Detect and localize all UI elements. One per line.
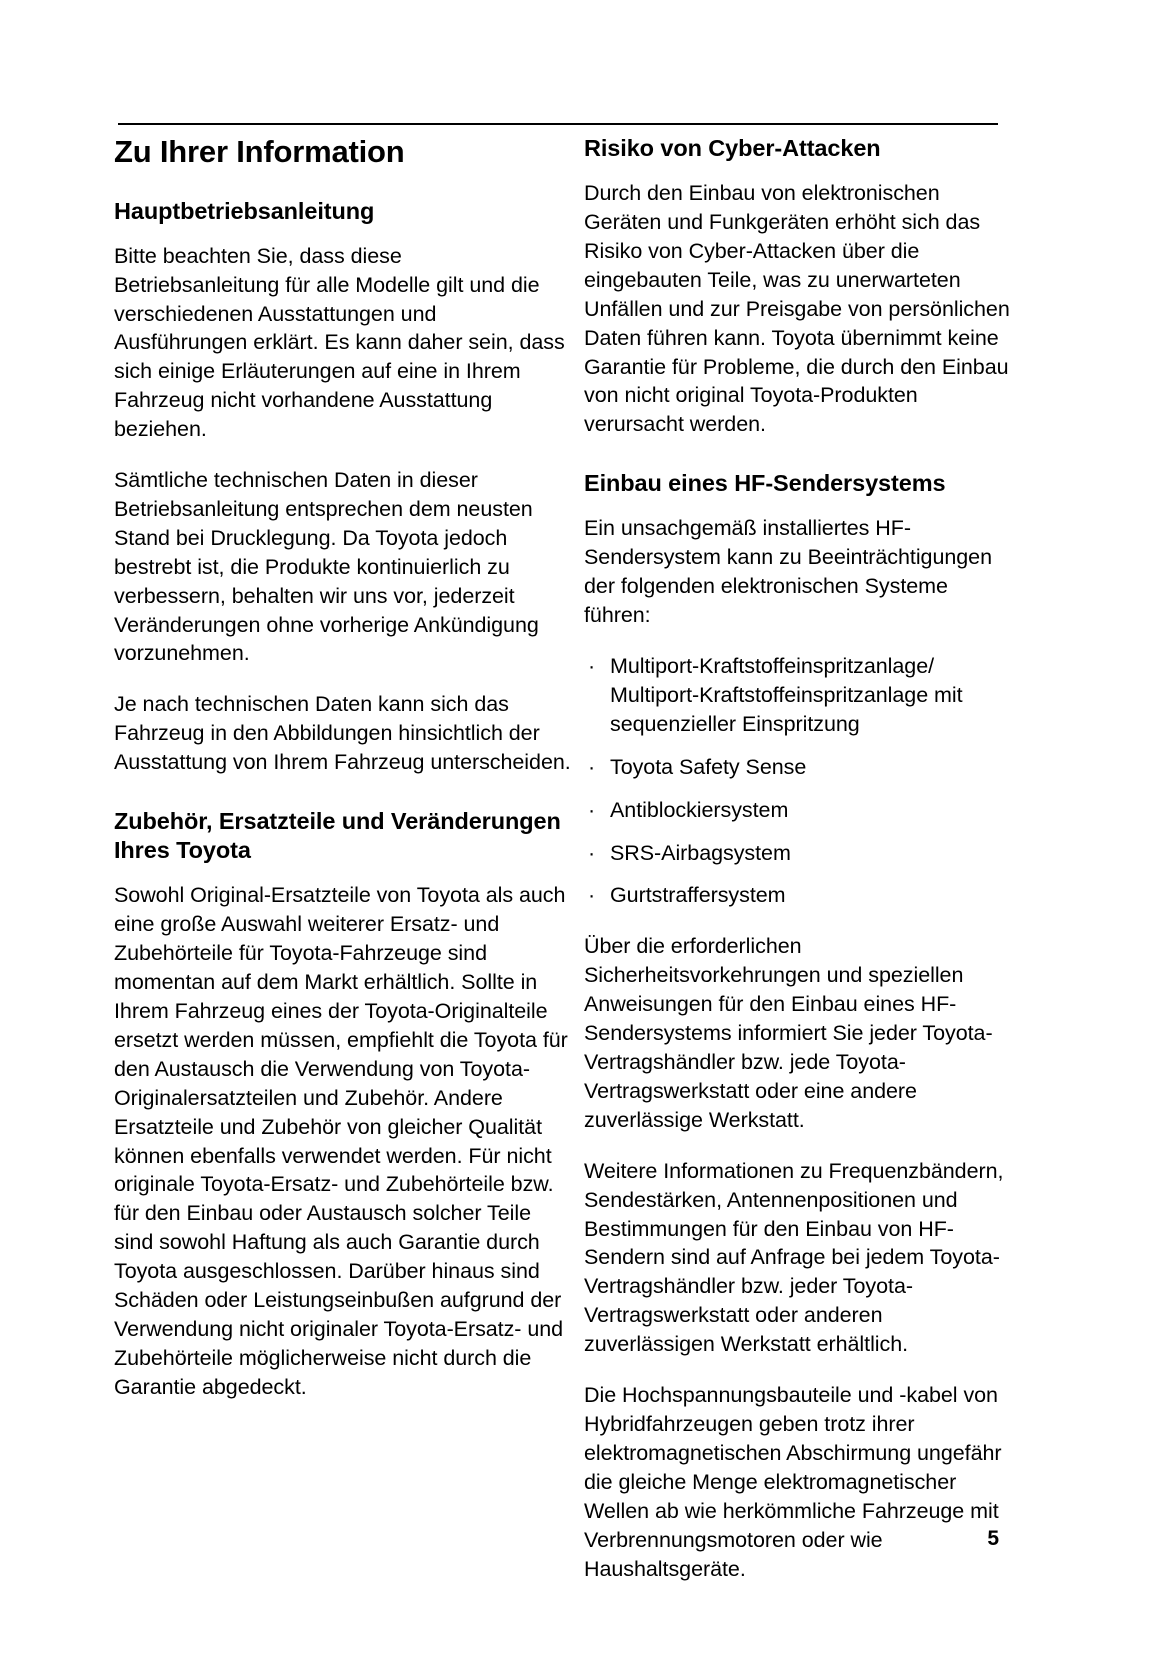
paragraph-zubehoer-1: Sowohl Original-Ersatzteile von Toyota als auch eine große Auswahl weiterer Ersatz- und Zubehörteile für Toyota-Fahrzeuge sind momentan auf dem Markt erhältlich. Sollte in Ihrem Fahrzeug eines der Toyota-Originalteile ersetzt werden müssen, empfiehlt die Toyota für den Austausch die Verwendung von Toyota-Originalersatzteilen und Zubehör. Andere Ersatzteile und Zubehör von gleicher Qualität können ebenfalls verwendet werden. Für nicht originale Toyota-Ersatz- und Zubehörteile bzw. für den Einbau oder Austausch solcher Teile sind sowohl Haftung als auch Garantie durch Toyota ausgeschlossen. Darüber hinaus sind Schäden oder Leistungseinbußen aufgrund der Verwendung nicht originaler Toyota-Ersatz- und Zubehörteile möglicherweise nicht durch die Garantie abgedeckt. [114,883,568,1399]
right-column [584,134,1014,1583]
paragraph-hf-sendersystem-1: Über die erforderlichen Sicherheitsvorkehrungen und speziellen Anweisungen für den Einbau eines HF-Sendersystems informiert Sie jeder Toyota-Vertragshändler bzw. jede Toyota-Vertragswerkstatt oder eine andere zuverlässige Werkstatt. [584,934,993,1132]
list-item [584,839,1014,868]
list-item-label: Multiport-Kraftstoffeinspritzanlage/ Multiport-Kraftstoffeinspritzanlage mit sequenzieller Einspritzung [610,654,963,736]
list-item [584,881,1014,910]
list-item-label: Antiblockiersystem [610,797,789,822]
paragraph-hf-sendersystem-intro: Ein unsachgemäß installiertes HF-Sendersystem kann zu Beeinträchtigungen der folgenden elektronischen Systeme führen: [584,516,992,628]
bullet-icon: · [588,840,596,865]
page-title: Zu Ihrer Information [114,134,405,169]
two-column-layout [0,134,1165,1583]
paragraph-cyber-attacken-1: Durch den Einbau von elektronischen Geräten und Funkgeräten erhöht sich das Risiko von Cyber-Attacken über die eingebauten Teile, was zu unerwarteten Unfällen und zur Preisgabe von persönlichen Daten führen kann. Toyota übernimmt keine Garantie für Probleme, die durch den Einbau von nicht original Toyota-Produkten verursacht werden. [584,181,1010,437]
list-item [584,753,1014,782]
bullet-icon: · [588,883,596,908]
bullet-icon: · [588,654,596,679]
paragraph-hf-sendersystem-3: Die Hochspannungsbauteile und -kabel von Hybridfahrzeugen geben trotz ihrer elektromagnetischen Abschirmung ungefähr die gleiche Menge elektromagnetischer Wellen ab wie herkömmliche Fahrzeuge mit Verbrennungsmotoren oder wie Haushaltsgeräte. [584,1383,1002,1581]
bullet-icon: · [588,797,596,822]
list-item-label: Toyota Safety Sense [610,754,807,779]
header-divider [118,123,998,125]
paragraph-hauptbetriebsanleitung-1: Bitte beachten Sie, dass diese Betriebsanleitung für alle Modelle gilt und die verschiedenen Ausstattungen und Ausführungen erklärt. Es kann daher sein, dass sich einige Erläuterungen auf eine in Ihrem Fahrzeug nicht vorhandene Ausstattung beziehen. [114,243,565,442]
section-heading-hauptbetriebsanleitung: Hauptbetriebsanleitung [114,197,375,224]
list-item-label: SRS-Airbagsystem [610,840,791,865]
list-item-label: Gurtstraffersystem [610,883,786,908]
left-column [114,134,584,1402]
list-item [584,652,1014,739]
section-heading-zubehoer: Zubehör, Ersatzteile und Veränderungen Ihres Toyota [114,808,561,864]
list-item [584,796,1014,825]
section-heading-cyber-attacken: Risiko von Cyber-Attacken [584,135,881,161]
bullet-icon: · [588,754,596,779]
page-number: 5 [987,1527,999,1550]
paragraph-hauptbetriebsanleitung-3: Je nach technischen Daten kann sich das Fahrzeug in den Abbildungen hinsichtlich der Ausstattung von Ihrem Fahrzeug unterscheiden. [114,692,571,775]
section-heading-hf-sendersystem: Einbau eines HF-Sendersystems [584,470,946,497]
paragraph-hauptbetriebsanleitung-2: Sämtliche technischen Daten in dieser Betriebsanleitung entsprechen dem neusten Stand bei Drucklegung. Da Toyota jedoch bestrebt ist, die Produkte kontinuierlich zu verbessern, behalten wir uns vor, jederzeit Veränderungen ohne vorherige Ankündigung vorzunehmen. [114,468,539,666]
paragraph-hf-sendersystem-2: Weitere Informationen zu Frequenzbändern, Sendestärken, Antennenpositionen und Bestimmungen für den Einbau von HF-Sendern sind auf Anfrage bei jedem Toyota-Vertragshändler bzw. jeder Toyota-Vertragswerkstatt oder anderen zuverlässigen Werkstatt erhältlich. [584,1158,1004,1357]
affected-systems-list [584,652,1014,910]
